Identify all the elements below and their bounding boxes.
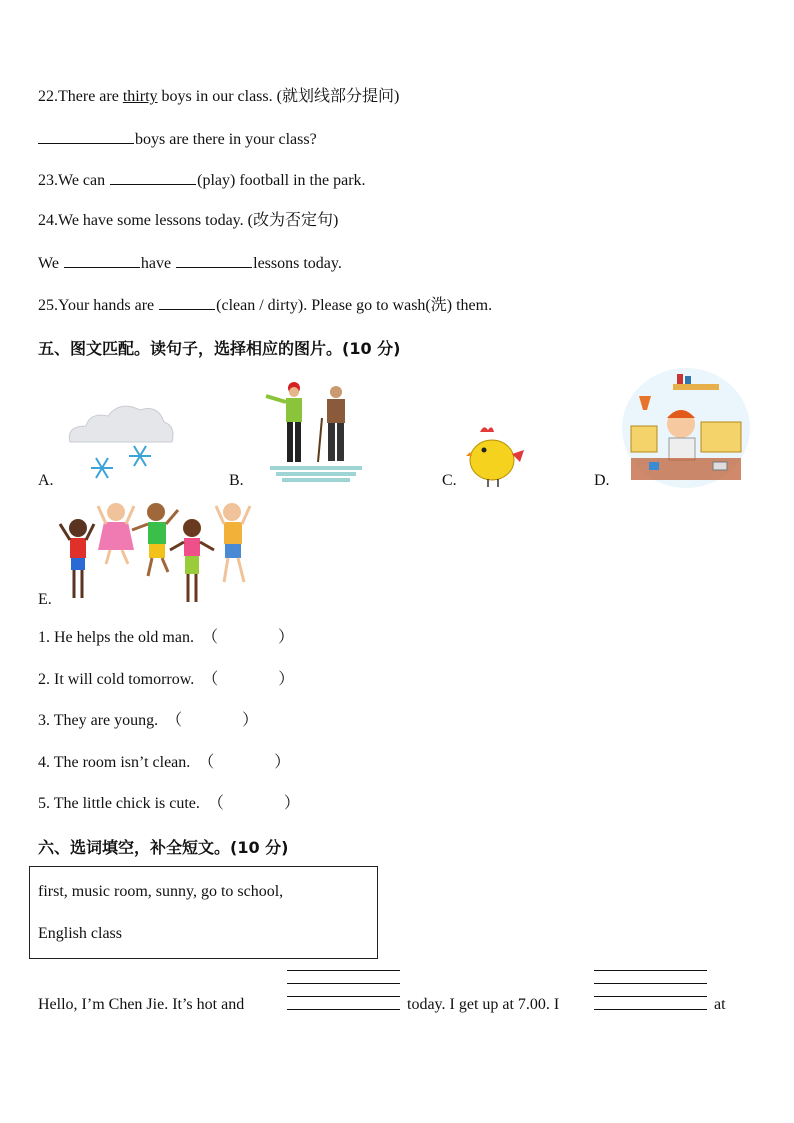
q22-post: boys in our class. (就划线部分提问) (157, 88, 400, 105)
question-24-answer (38, 253, 342, 274)
option-e-label: E. (38, 591, 52, 608)
match-sentence-4: 4. The room isn’t clean. （ ） (38, 754, 291, 771)
question-25 (38, 295, 492, 316)
answer-blank-lines-2[interactable] (594, 958, 707, 1010)
section-5-title: 五、图文匹配。读句子，选择相应的图片。(10 分) (38, 339, 401, 358)
answer-blank[interactable] (159, 295, 215, 310)
q22-pre: There are (58, 88, 123, 105)
word-bank-box (29, 866, 378, 959)
answer-blank[interactable] (38, 129, 134, 144)
q23-post: (play) football in the park. (197, 172, 366, 189)
section-6-title: 六、选词填空，补全短文。(10 分) (38, 838, 289, 857)
messy-room-icon (621, 366, 751, 490)
q22-number: 22. (38, 88, 58, 105)
question-24 (38, 211, 338, 231)
q22-underlined-word: thirty (122, 88, 158, 105)
answer-blank-lines-1[interactable] (287, 958, 400, 1010)
word-bank-line-1: first, music room, sunny, go to school, (38, 883, 284, 900)
passage-part-a: Hello, I’m Chen Jie. It’s hot and (38, 996, 245, 1013)
option-c-label: C. (442, 472, 457, 489)
match-sentence-5: 5. The little chick is cute. （ ） (38, 795, 300, 812)
option-a-label: A. (38, 472, 54, 489)
passage-line-1b (407, 995, 559, 1015)
q24-a-mid: have (140, 255, 176, 272)
q23-pre: 23.We can (38, 172, 110, 189)
passage-line-1c (714, 995, 726, 1015)
question-22-answer (38, 129, 317, 150)
q24-a-pre: We (38, 255, 63, 272)
word-bank-line-2: English class (38, 925, 122, 942)
passage-line-1 (38, 995, 244, 1015)
question-23 (38, 170, 366, 191)
passage-part-c: at (714, 996, 726, 1013)
q24-text: 24.We have some lessons today. (改为否定句) (38, 212, 339, 229)
q25-pre: 25.Your hands are (38, 297, 159, 314)
match-sentence-1: 1. He helps the old man. （ ） (38, 629, 294, 646)
q24-a-post: lessons today. (253, 255, 342, 272)
passage-part-b: today. I get up at 7.00. I (407, 996, 560, 1013)
q22-answer-text: boys are there in your class? (135, 131, 317, 148)
snow-cloud-icon (62, 398, 177, 488)
helping-old-man-icon (260, 378, 370, 488)
option-d-label: D. (594, 472, 610, 489)
answer-blank[interactable] (110, 170, 196, 185)
kids-jumping-icon (58, 494, 254, 606)
chick-icon (466, 424, 530, 488)
question-22 (38, 87, 399, 107)
answer-blank[interactable] (64, 253, 140, 268)
q25-post: (clean / dirty). Please go to wash(洗) them. (216, 297, 493, 314)
option-b-label: B. (229, 472, 244, 489)
match-sentence-3: 3. They are young. （ ） (38, 712, 259, 729)
answer-blank[interactable] (176, 253, 252, 268)
match-sentence-2: 2. It will cold tomorrow. （ ） (38, 671, 295, 688)
